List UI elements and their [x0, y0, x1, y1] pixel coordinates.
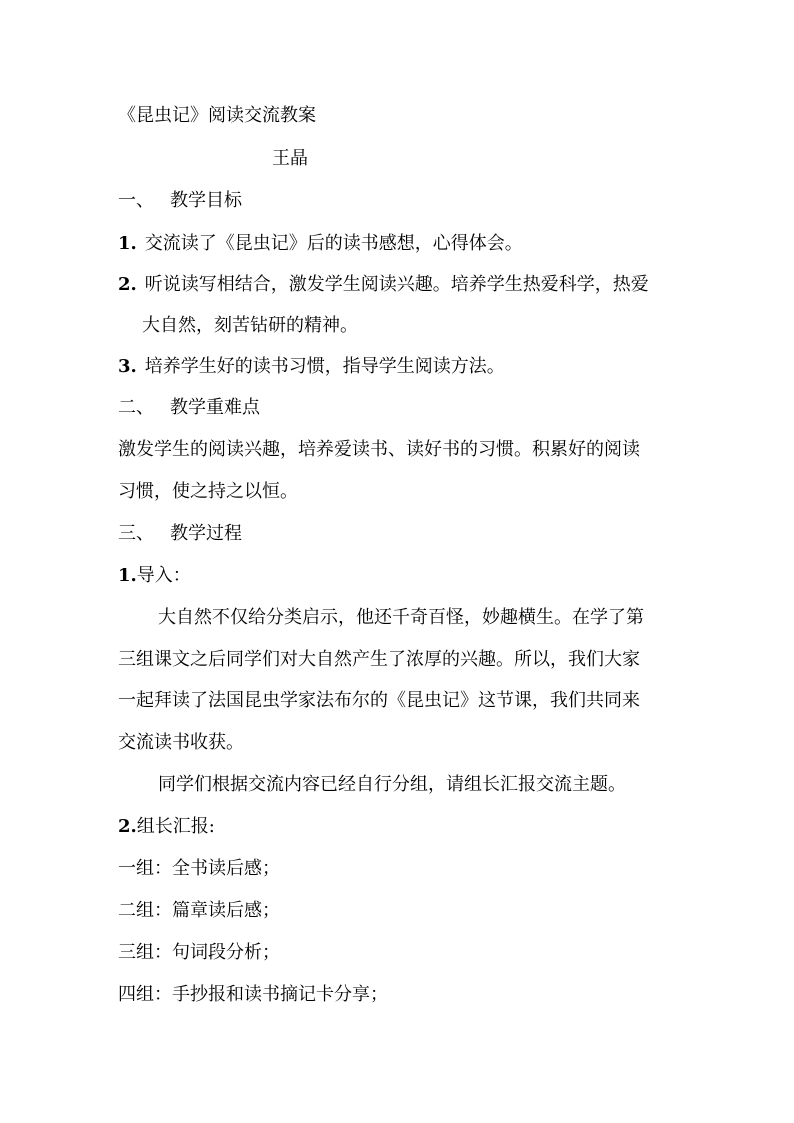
key-points-line: 习惯，使之持之以恒。 [118, 481, 298, 502]
section-heading-key-points [118, 396, 260, 420]
intro-line: 交流读书收获。 [118, 732, 244, 753]
document-title: 《昆虫记》阅读交流教案 [118, 105, 316, 126]
section-marker: 二、 [118, 397, 154, 418]
section-marker: 三、 [118, 523, 154, 544]
intro-paragraph-2: 同学们根据交流内容已经自行分组，请组长汇报交流主题。 [158, 774, 626, 795]
group-item: 四组：手抄报和读书摘记卡分享； [118, 984, 388, 1005]
step-number: 1. [118, 565, 137, 586]
group-item: 二组：篇章读后感； [118, 900, 280, 921]
section-heading-objectives [118, 189, 242, 213]
objective-text: 培养学生好的读书习惯，指导学生阅读方法。 [144, 356, 505, 377]
section-title: 教学重难点 [170, 397, 260, 418]
step-title: 导入： [136, 565, 191, 586]
step-title: 组长汇报: [136, 816, 215, 837]
objective-number: 2. [118, 274, 137, 295]
objective-continuation: 大自然，刻苦钻研的精神。 [142, 315, 358, 336]
step-heading [118, 815, 215, 839]
objective-item [118, 232, 523, 256]
key-points-line: 激发学生的阅读兴趣，培养爱读书、读好书的习惯。积累好的阅读 [118, 439, 640, 460]
objective-text: 交流读了《昆虫记》后的读书感想，心得体会。 [144, 233, 523, 254]
section-title: 教学过程 [170, 523, 242, 544]
objective-text: 听说读写相结合，激发学生阅读兴趣。培养学生热爱科学，热爱 [144, 274, 649, 295]
section-title: 教学目标 [170, 190, 242, 211]
step-number: 2. [118, 816, 137, 837]
intro-line: 一起拜读了法国昆虫学家法布尔的《昆虫记》这节课，我们共同来 [118, 690, 640, 711]
author-name: 王晶 [272, 148, 308, 169]
section-heading-process [118, 522, 242, 546]
section-marker: 一、 [118, 190, 154, 211]
objective-item [118, 355, 505, 379]
intro-line: 三组课文之后同学们对大自然产生了浓厚的兴趣。所以，我们大家 [118, 649, 640, 670]
intro-line: 大自然不仅给分类启示，他还千奇百怪，妙趣横生。在学了第 [158, 607, 644, 628]
group-item: 三组：句词段分析； [118, 942, 280, 963]
step-heading [118, 564, 191, 588]
group-item: 一组：全书读后感； [118, 858, 280, 879]
objective-number: 3. [118, 356, 137, 377]
objective-item [118, 273, 649, 297]
objective-number: 1. [118, 233, 137, 254]
